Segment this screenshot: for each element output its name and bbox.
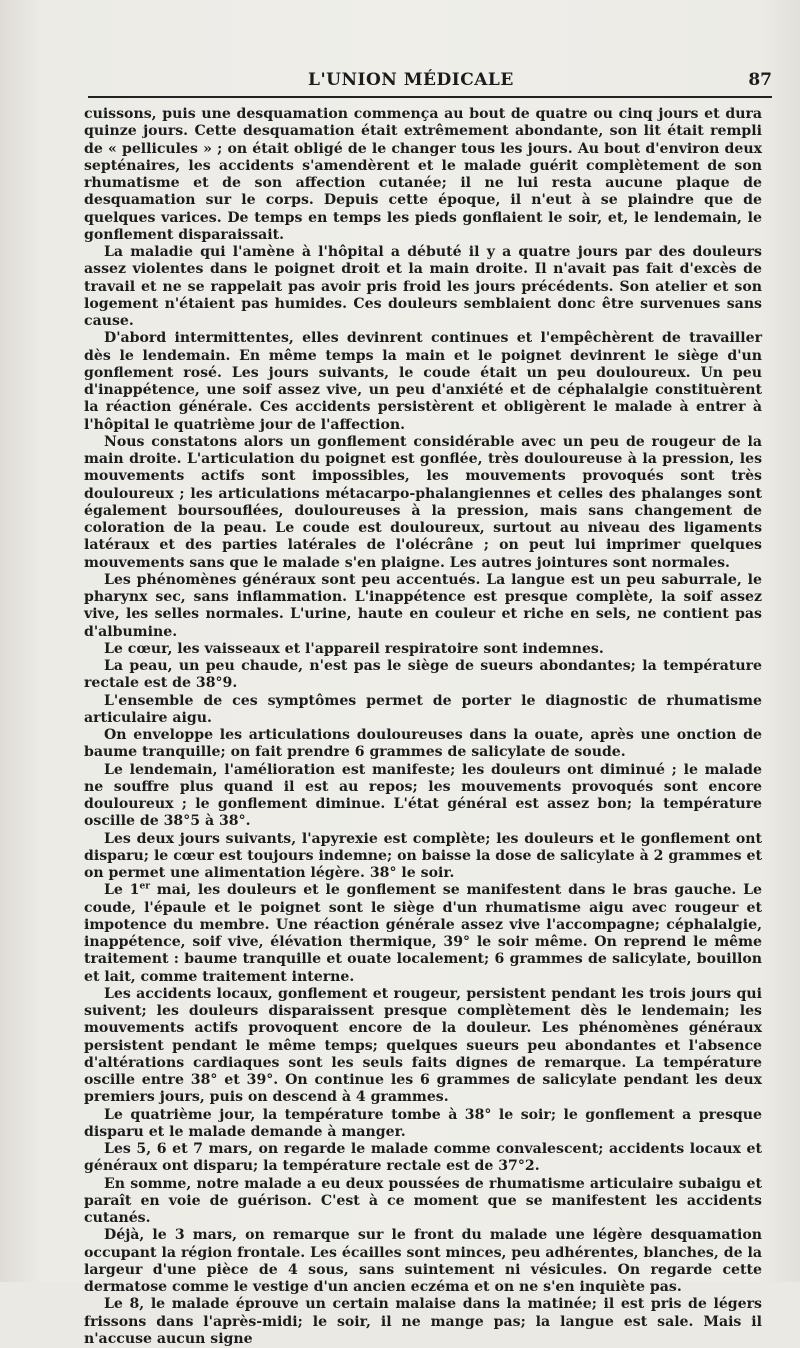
paragraph: Le lendemain, l'amélioration est manifeste; les douleurs ont diminué ; le malade ne souffre plus quand il est au repos; les mouvements provoqués sont encore douloureux ; le gonflement diminue. L'état général est assez bon; la température oscille de 38°5 à 38°. <box>84 761 762 830</box>
paragraph: La peau, un peu chaude, n'est pas le siège de sueurs abondantes; la température rectale est de 38°9. <box>84 658 762 692</box>
paragraph: D'abord intermittentes, elles devinrent continues et l'empêchèrent de travailler dès le lendemain. En même temps la main et le poignet devinrent le siège d'un gonflement rosé. Les jours suivants, le coude était un peu douloureux. Un peu d'inappétence, une soif assez vive, un peu d'anxiété et de céphalalgie constituèrent la réaction générale. Ces accidents persistèrent et obligèrent le malade à entrer à l'hôpital le quatrième jour de l'affection. <box>84 330 762 433</box>
paragraph: Le cœur, les vaisseaux et l'appareil respiratoire sont indemnes. <box>104 640 604 657</box>
running-title: L'UNION MÉDICALE <box>308 70 514 90</box>
first-mai-sup: er <box>139 881 150 892</box>
paragraph: Les deux jours suivants, l'apyrexie est complète; les douleurs et le gonflement ont disparu; le cœur est toujours indemne; on baisse la dose de salicylate à 2 grammes et on permet une alimentation légère. 38° le soir. <box>84 830 762 881</box>
paragraph: On enveloppe les articulations douloureuses dans la ouate, après une onction de baume tranquille; on fait prendre 6 grammes de salicylate de soude. <box>84 727 762 761</box>
paragraph: L'ensemble de ces symptômes permet de porter le diagnostic de rhumatisme articulaire aigu. <box>84 692 762 726</box>
header-rule <box>88 96 772 98</box>
paragraph: Les phénomènes généraux sont peu accentués. La langue est un peu saburrale, le pharynx sec, sans inflammation. L'inappétence est presque complète, la soif assez vive, les selles normales. L'urine, haute en couleur et riche en sels, ne contient pas d'albumine. <box>84 571 762 640</box>
paragraph: Les accidents locaux, gonflement et rougeur, persistent pendant les trois jours qui suivent; les douleurs disparaissent presque complètement dès le lendemain; les mouvements actifs provoquent encore de la douleur. Les phénomènes généraux persistent pendant le même temps; quelques sueurs peu abondantes et l'absence d'altérations cardiaques sont les seuls faits dignes de remarque. La température oscille entre 38° et 39°. On continue les 6 grammes de salicylate pendant les deux premiers jours, puis on descend à 4 grammes. <box>84 985 762 1106</box>
first-mai-rest: mai, les douleurs et le gonflement se manifestent dans le bras gauche. Le coude, l'épaule et le poignet sont le siège d'un rhumatisme aigu avec rougeur et impotence du membre. Une réaction générale assez vive l'accompagne; céphalalgie, inappétence, soif vive, élévation thermique, 39° le soir même. On reprend le même traitement : baume tranquille et ouate localement; 6 grammes de salicylate, bouillon et lait, comme traitement interne. <box>84 882 762 985</box>
first-mai-lead: Le 1 <box>104 882 140 899</box>
page-header <box>84 66 772 96</box>
paragraph-first-mai <box>84 882 762 986</box>
paragraph: Nous constatons alors un gonflement considérable avec un peu de rougeur de la main droite. L'articulation du poignet est gonflée, très douloureuse à la pression, les mouvements actifs sont impossibles, les mouvements provoqués sont très douloureux ; les articulations métacarpo-phalangiennes et celles des phalanges sont également boursouflées, douloureuses à la pression, mais sans changement de coloration de la peau. Le coude est douloureux, surtout au niveau des ligaments latéraux et des parties latérales de l'olécrâne ; on peut lui imprimer quelques mouvements sans que le malade s'en plaigne. Les autres jointures sont normales. <box>84 433 762 571</box>
paragraph: cuissons, puis une desquamation commença au bout de quatre ou cinq jours et dura quinze jours. Cette desquamation était extrêmement abondante, son lit était rempli de « pellicules » ; on était obligé de le changer tous les jours. Au bout d'environ deux septénaires, les accidents s'amendèrent et le malade guérit complètement de son rhumatisme et de son affection cutanée; il ne lui resta aucune plaque de desquamation sur le corps. Depuis cette époque, il n'eut à se plaindre que de quelques varices. De temps en temps les pieds gonflaient le soir, et, le lendemain, le gonflement disparaissait. <box>84 106 762 243</box>
paragraph: En somme, notre malade a eu deux poussées de rhumatisme articulaire subaigu et paraît en voie de guérison. C'est à ce moment que se manifestent les accidents cutanés. <box>84 1175 762 1226</box>
paragraph: La maladie qui l'amène à l'hôpital a débuté il y a quatre jours par des douleurs assez violentes dans le poignet droit et la main droite. Il n'avait pas fait d'excès de travail et ne se rappelait pas avoir pris froid les jours précédents. Son atelier et son logement n'étaient pas humides. Ces douleurs semblaient donc être survenues sans cause. <box>84 244 762 329</box>
paragraph: Déjà, le 3 mars, on remarque sur le front du malade une légère desquamation occupant la région frontale. Les écailles sont minces, peu adhérentes, blanches, de la largeur d'une pièce de 4 sous, sans suintement ni vésicules. On regarde cette dermatose comme le vestige d'un ancien eczéma et on ne s'en inquiète pas. <box>84 1227 762 1295</box>
body-text <box>84 106 762 1348</box>
page-number: 87 <box>748 70 772 90</box>
paragraph: Les 5, 6 et 7 mars, on regarde le malade comme convalescent; accidents locaux et généraux ont disparu; la température rectale est de 37°2. <box>84 1141 762 1175</box>
paragraph: Le 8, le malade éprouve un certain malaise dans la matinée; il est pris de légers frissons dans l'après-midi; le soir, il ne mange pas; la langue est sale. Mais il n'accuse aucun signe <box>84 1296 762 1347</box>
paragraph: Le quatrième jour, la température tombe à 38° le soir; le gonflement a presque disparu et le malade demande à manger. <box>84 1106 762 1140</box>
